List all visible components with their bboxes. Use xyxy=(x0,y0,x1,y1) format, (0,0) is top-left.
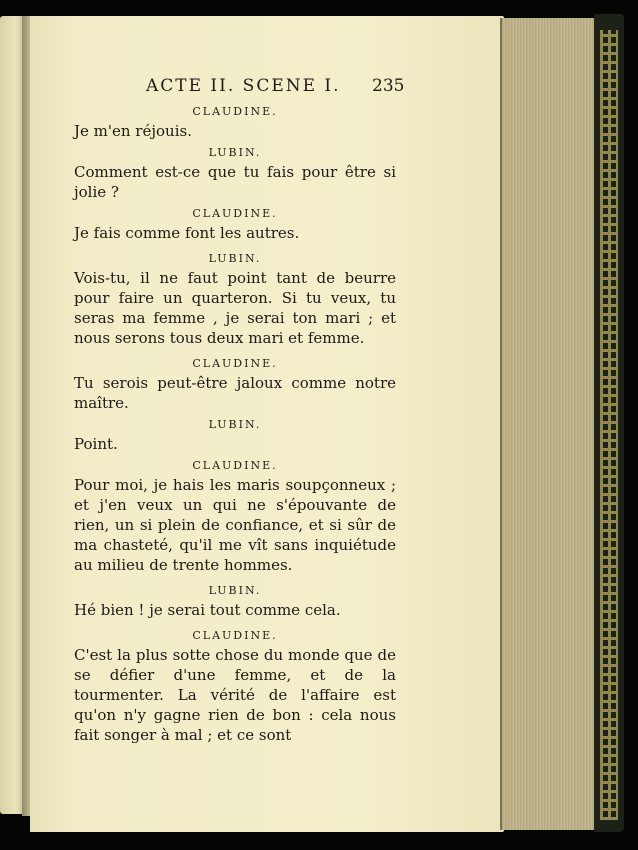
speaker-name: CLAUDINE. xyxy=(192,105,278,118)
page-fore-edge xyxy=(500,18,600,830)
page-number: 235 xyxy=(372,76,405,96)
speech-line: Je fais comme font les autres. xyxy=(74,224,300,242)
speech-line: Vois-tu, il ne faut point tant de beurre pour faire un quarteron. Si tu veux, tu seras ma femme , je serai ton mari ; et nous serons tous deux mari et femme. xyxy=(74,269,396,347)
running-title: ACTE II. SCENE I. xyxy=(146,76,341,96)
speaker-name: CLAUDINE. xyxy=(192,357,278,370)
speaker-name: CLAUDINE. xyxy=(192,459,278,472)
speech-line: Hé bien ! je serai tout comme cela. xyxy=(74,601,341,619)
speaker-name: LUBIN. xyxy=(208,146,262,159)
speaker-name: LUBIN. xyxy=(208,418,262,431)
speaker-name: LUBIN. xyxy=(208,252,262,265)
gilt-border-ornament xyxy=(600,30,618,820)
speech-line: Tu serois peut-être jaloux comme notre maître. xyxy=(74,374,396,412)
speech-line: Je m'en réjouis. xyxy=(74,122,192,140)
dialogue-text xyxy=(74,104,396,749)
speech-line: Point. xyxy=(74,435,118,453)
speaker-name: CLAUDINE. xyxy=(192,207,278,220)
speech-line: Pour moi, je hais les maris soupçonneux ; et j'en veux un qui ne s'épouvante de rien, un si plein de confiance, et si sûr de ma chasteté, qu'il me vît sans inquiétude au milieu de trente hommes. xyxy=(74,476,396,574)
speech-line: Comment est-ce que tu fais pour être si jolie ? xyxy=(74,163,396,201)
speech-line: C'est la plus sotte chose du monde que de se défier d'une femme, et de la tourmenter. La vérité de l'affaire est qu'on n'y gagne rien de bon : cela nous fait songer à mal ; et ce sont xyxy=(74,646,396,744)
page-header xyxy=(30,76,504,100)
speaker-name: CLAUDINE. xyxy=(192,629,278,642)
speaker-name: LUBIN. xyxy=(208,584,262,597)
